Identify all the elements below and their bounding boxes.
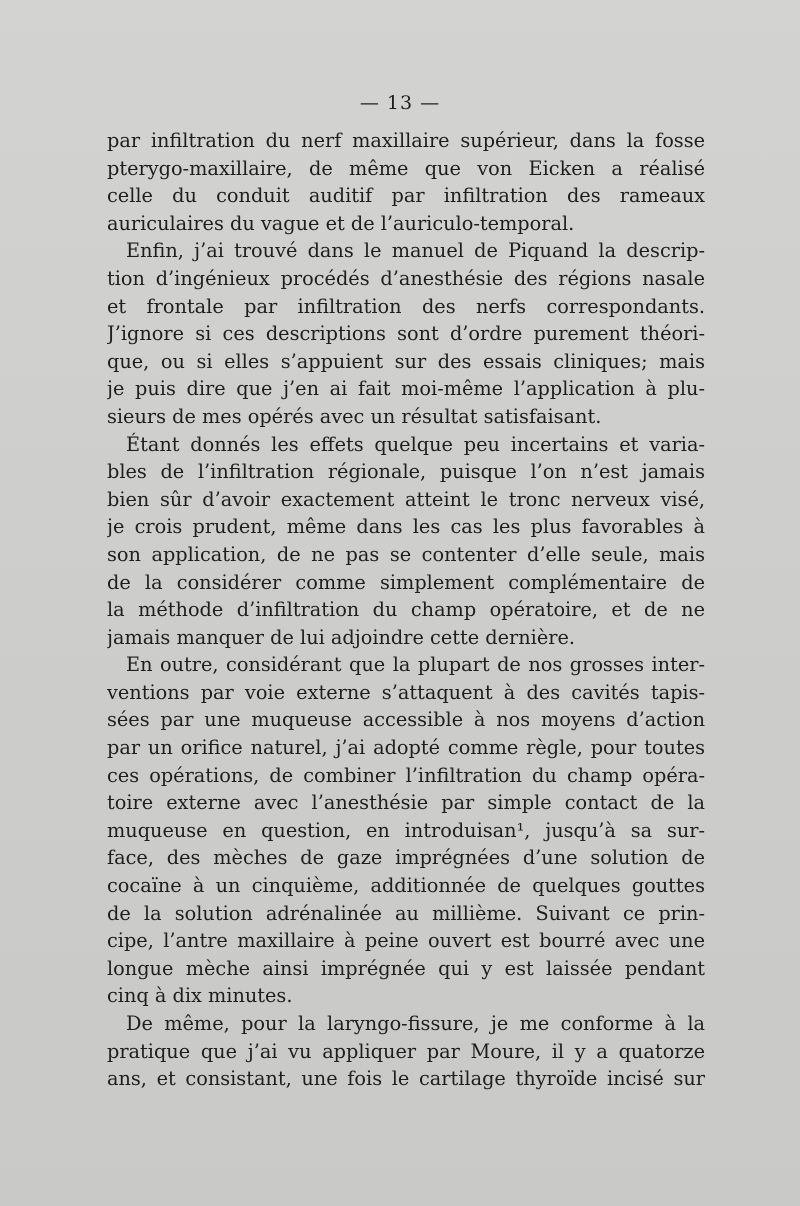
text-line: pterygo-maxillaire, de même que von Eicken a réalisé — [107, 156, 705, 180]
text-line: pratique que j’ai vu appliquer par Moure, il y a quatorze — [107, 1039, 705, 1063]
text-line: Étant donnés les effets quelque peu incertains et varia- — [126, 432, 705, 456]
text-line: cinq à dix minutes. — [107, 984, 293, 1008]
text-line: bles de l’infiltration régionale, puisque l’on n’est jamais — [107, 460, 705, 484]
text-line: celle du conduit auditif par infiltration des rameaux — [107, 184, 705, 208]
text-line: J’ignore si ces descriptions sont d’ordre purement théori- — [107, 322, 705, 346]
page-number: — 13 — — [359, 92, 441, 114]
text-line: Enfin, j’ai trouvé dans le manuel de Piquand la descrip- — [126, 239, 705, 263]
text-line: je crois prudent, même dans les cas les plus favorables à — [107, 515, 705, 539]
text-line: face, des mèches de gaze imprégnées d’une solution de — [107, 846, 705, 870]
text-line: sieurs de mes opérés avec un résultat satisfaisant. — [107, 404, 602, 428]
text-line: sées par une muqueuse accessible à nos moyens d’action — [107, 708, 705, 732]
body-text — [107, 127, 705, 1093]
text-line: que, ou si elles s’appuient sur des essais cliniques; mais — [107, 349, 705, 373]
text-line: de la solution adrénalinée au millième. Suivant ce prin- — [107, 901, 705, 925]
text-line: par infiltration du nerf maxillaire supérieur, dans la fosse — [107, 129, 705, 152]
text-line: ventions par voie externe s’attaquent à des cavités tapis- — [107, 680, 705, 704]
text-line: bien sûr d’avoir exactement atteint le tronc nerveux visé, — [107, 487, 705, 511]
text-line: longue mèche ainsi imprégnée qui y est laissée pendant — [107, 956, 705, 980]
text-line: ces opérations, de combiner l’infiltration du champ opéra- — [107, 763, 705, 787]
text-line: son application, de ne pas se contenter d’elle seule, mais — [107, 542, 705, 566]
text-line: toire externe avec l’anesthésie par simple contact de la — [107, 791, 705, 815]
text-line: cocaïne à un cinquième, additionnée de quelques gouttes — [107, 874, 705, 898]
text-line: cipe, l’antre maxillaire à peine ouvert est bourré avec une — [107, 929, 705, 953]
text-line: tion d’ingénieux procédés d’anesthésie des régions nasale — [107, 266, 705, 290]
text-line: jamais manquer de lui adjoindre cette dernière. — [107, 625, 575, 649]
text-line: et frontale par infiltration des nerfs correspondants. — [107, 294, 705, 318]
text-line: muqueuse en question, en introduisan¹, jusqu’à sa sur- — [107, 818, 705, 842]
text-line: auriculaires du vague et de l’auriculo-temporal. — [107, 211, 575, 235]
text-line: De même, pour la laryngo-fissure, je me conforme à la — [126, 1012, 705, 1035]
text-line: En outre, considérant que la plupart de nos grosses inter- — [126, 653, 705, 677]
text-line: de la considérer comme simplement complémentaire de — [107, 570, 705, 594]
text-line: la méthode d’infiltration du champ opératoire, et de ne — [107, 598, 705, 622]
text-line: ans, et consistant, une fois le cartilage thyroïde incisé sur — [107, 1067, 705, 1091]
text-line: par un orifice naturel, j’ai adopté comme règle, pour toutes — [107, 736, 705, 760]
text-line: je puis dire que j’en ai fait moi-même l’application à plu- — [107, 377, 705, 401]
